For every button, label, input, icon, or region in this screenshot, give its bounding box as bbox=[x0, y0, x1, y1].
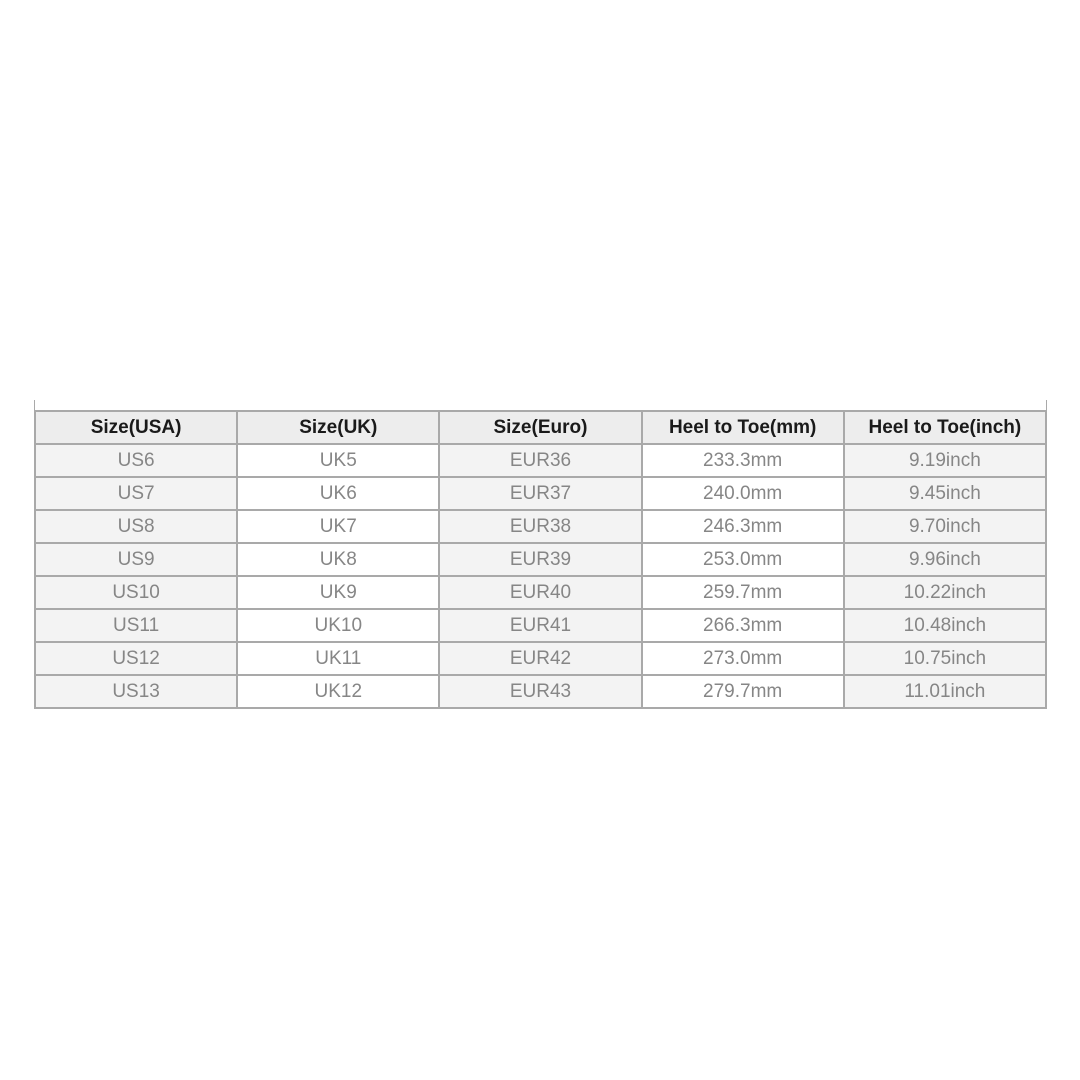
table-cell: EUR41 bbox=[439, 609, 641, 642]
table-cell: EUR39 bbox=[439, 543, 641, 576]
table-row bbox=[35, 510, 1046, 543]
table-cell: 10.75inch bbox=[844, 642, 1046, 675]
table-cell: UK6 bbox=[237, 477, 439, 510]
table-cell: 246.3mm bbox=[642, 510, 844, 543]
table-cell: US11 bbox=[35, 609, 237, 642]
table-row bbox=[35, 477, 1046, 510]
table-cell: US7 bbox=[35, 477, 237, 510]
table-cell: 279.7mm bbox=[642, 675, 844, 708]
table-cell: UK12 bbox=[237, 675, 439, 708]
table-cell: UK5 bbox=[237, 444, 439, 477]
table-cell: EUR38 bbox=[439, 510, 641, 543]
table-cell: UK8 bbox=[237, 543, 439, 576]
header-cell: Size(USA) bbox=[35, 411, 237, 444]
table-cell: EUR36 bbox=[439, 444, 641, 477]
table-cell: 9.45inch bbox=[844, 477, 1046, 510]
header-cell: Heel to Toe(mm) bbox=[642, 411, 844, 444]
header-cell: Size(UK) bbox=[237, 411, 439, 444]
table-row bbox=[35, 576, 1046, 609]
table-row bbox=[35, 675, 1046, 708]
table-row bbox=[35, 609, 1046, 642]
table-cell: 233.3mm bbox=[642, 444, 844, 477]
table-cell: UK7 bbox=[237, 510, 439, 543]
table-cell: UK9 bbox=[237, 576, 439, 609]
table-cell: 10.22inch bbox=[844, 576, 1046, 609]
table-cell: EUR40 bbox=[439, 576, 641, 609]
table-cell: 240.0mm bbox=[642, 477, 844, 510]
size-conversion-table bbox=[34, 410, 1047, 709]
table-cell: 273.0mm bbox=[642, 642, 844, 675]
table-cell: 9.70inch bbox=[844, 510, 1046, 543]
table-cell: US12 bbox=[35, 642, 237, 675]
table-cell: UK11 bbox=[237, 642, 439, 675]
table-row bbox=[35, 543, 1046, 576]
size-chart bbox=[34, 400, 1047, 709]
table-cell: US8 bbox=[35, 510, 237, 543]
table-cell: EUR37 bbox=[439, 477, 641, 510]
table-cell: 253.0mm bbox=[642, 543, 844, 576]
table-cell: US9 bbox=[35, 543, 237, 576]
table-cell: EUR42 bbox=[439, 642, 641, 675]
header-cell: Size(Euro) bbox=[439, 411, 641, 444]
table-body bbox=[35, 444, 1046, 708]
table-cell: EUR43 bbox=[439, 675, 641, 708]
table-cell: US10 bbox=[35, 576, 237, 609]
table-cell: 10.48inch bbox=[844, 609, 1046, 642]
table-cell: 9.19inch bbox=[844, 444, 1046, 477]
table-row bbox=[35, 444, 1046, 477]
table-cell: US6 bbox=[35, 444, 237, 477]
table-cell: UK10 bbox=[237, 609, 439, 642]
table-cell: 266.3mm bbox=[642, 609, 844, 642]
table-header bbox=[35, 411, 1046, 444]
table-cell: 9.96inch bbox=[844, 543, 1046, 576]
table-cell: 259.7mm bbox=[642, 576, 844, 609]
table-cell: US13 bbox=[35, 675, 237, 708]
header-row bbox=[35, 411, 1046, 444]
table-row bbox=[35, 642, 1046, 675]
table-top-stub bbox=[34, 400, 1047, 410]
header-cell: Heel to Toe(inch) bbox=[844, 411, 1046, 444]
table-cell: 11.01inch bbox=[844, 675, 1046, 708]
